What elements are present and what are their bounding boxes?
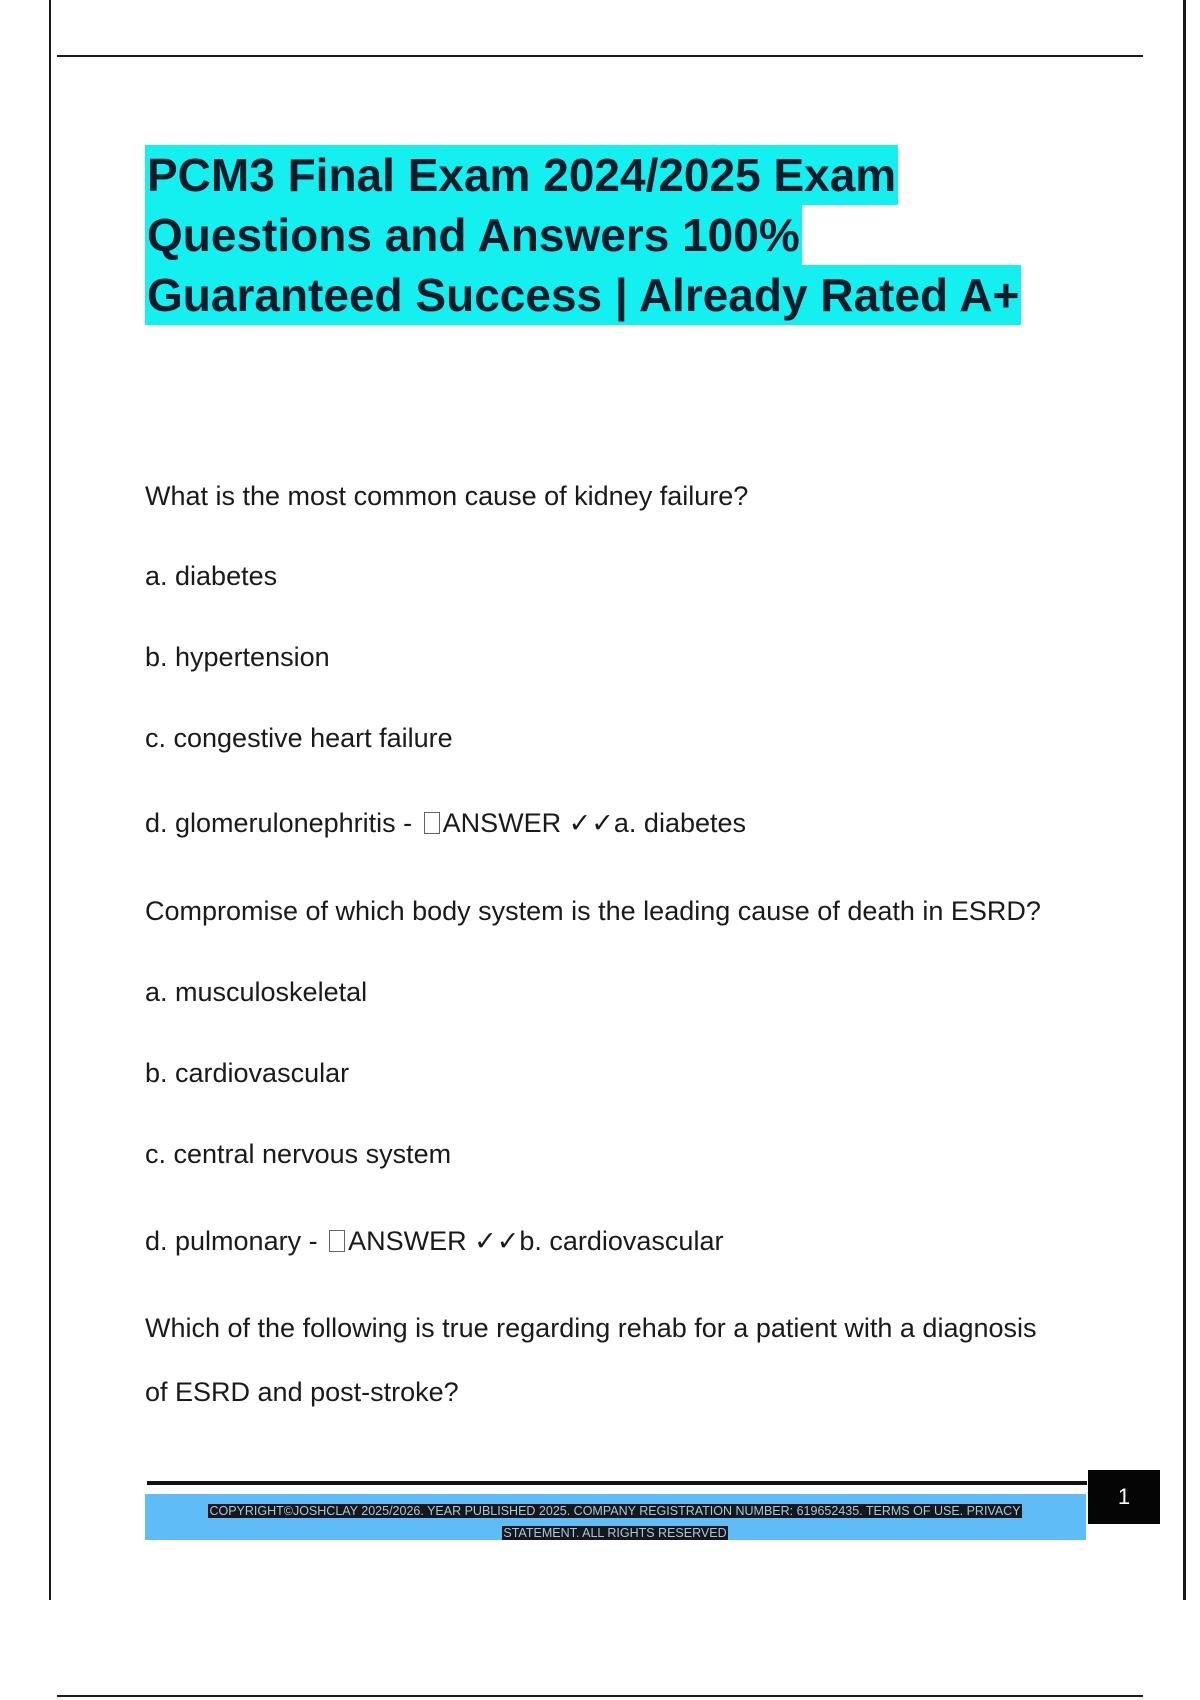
question-2-answer-label: ANSWER [348, 1226, 467, 1256]
question-1-answer: ✓✓a. diabetes [568, 808, 747, 838]
title-line-2: Questions and Answers 100% [145, 205, 802, 265]
question-2-text: Compromise of which body system is the leading cause of death in ESRD? [145, 896, 1041, 926]
question-1-option-a: a. diabetes [145, 561, 278, 591]
document-title [145, 145, 1095, 325]
question-1-answer-label: ANSWER [442, 808, 562, 838]
title-line-1: PCM3 Final Exam 2024/2025 Exam [145, 145, 898, 205]
question-3-text-line-1: Which of the following is true regarding rehab for a patient with a diagnosis [145, 1313, 1037, 1343]
question-2-option-d-with-answer [145, 1225, 1105, 1257]
footer-rule [147, 1481, 1087, 1485]
question-2-option-a: a. musculoskeletal [145, 977, 368, 1007]
copyright-line-1: COPYRIGHT©JOSHCLAY 2025/2026. YEAR PUBLISHED 2025. COMPANY REGISTRATION NUMBER: 619652435. TERMS OF USE. PRIVACY [209, 1504, 1021, 1518]
copyright-footer [170, 1500, 1060, 1544]
question-2-option-c: c. central nervous system [145, 1139, 452, 1169]
question-1-text: What is the most common cause of kidney failure? [145, 481, 749, 511]
page-number: 1 [1088, 1470, 1160, 1524]
question-2-option-b: b. cardiovascular [145, 1058, 350, 1088]
top-rule [57, 55, 1143, 57]
question-3-text-line-2: of ESRD and post-stroke? [145, 1377, 459, 1407]
page-frame-left-border [49, 0, 51, 1600]
next-page-top-rule [57, 1695, 1143, 1697]
question-1-option-c: c. congestive heart failure [145, 723, 453, 753]
question-1-option-d-with-answer [145, 807, 1105, 839]
answer-checkbox-icon [424, 812, 440, 834]
answer-checkbox-icon [329, 1230, 345, 1252]
question-2-option-d: d. pulmonary - [145, 1226, 326, 1256]
question-2-answer: ✓✓b. cardiovascular [474, 1226, 724, 1256]
question-1-option-b: b. hypertension [145, 642, 330, 672]
page-frame-right-border [1183, 0, 1186, 1600]
title-line-3: Guaranteed Success | Already Rated A+ [145, 265, 1021, 325]
copyright-line-2: STATEMENT. ALL RIGHTS RESERVED [503, 1526, 727, 1540]
question-1-option-d: d. glomerulonephritis - [145, 808, 420, 838]
